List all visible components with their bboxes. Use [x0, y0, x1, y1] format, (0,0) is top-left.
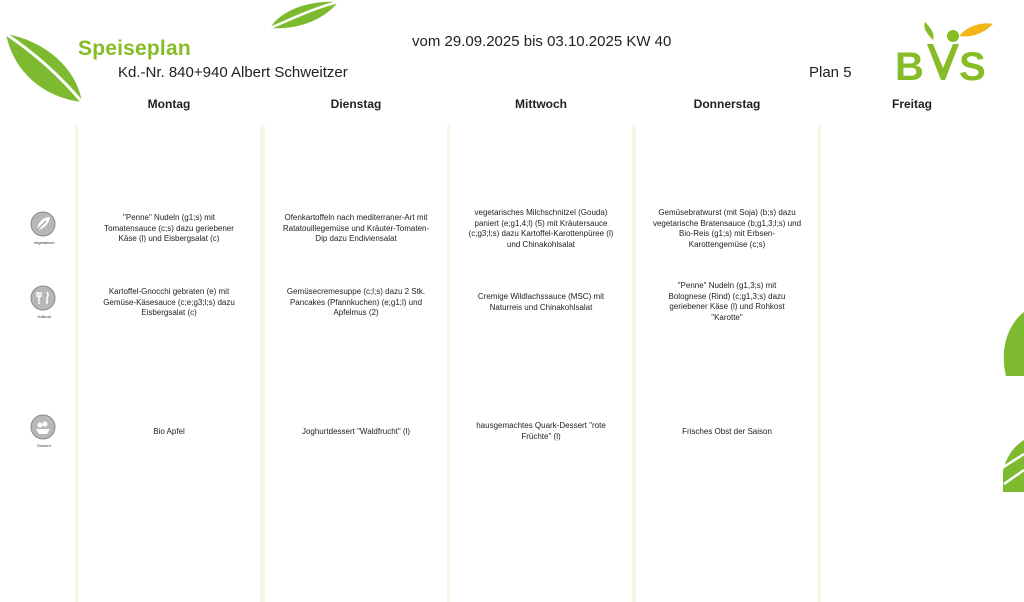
- meal-vegetarian-wednesday: vegetarisches Milchschnitzel (Gouda) paniert (e;g1,4;l) (5) mit Kräutersauce (c;g3;l;s) dazu Kartoffel-Karottenpüree (l) und Chinakohlsalat: [468, 208, 614, 249]
- bvs-logo: [893, 22, 997, 84]
- meal-full-diet-thursday: "Penne" Nudeln (g1,3;s) mit Bolognese (Rind) (c;g1,3;s) dazu geriebener Käse (l) und Rohkost "Karotte": [668, 281, 786, 322]
- day-header-friday: Freitag: [891, 97, 932, 111]
- leaf-decoration-top-icon: [268, 0, 340, 30]
- date-range: vom 29.09.2025 bis 03.10.2025 KW 40: [412, 33, 672, 50]
- day-header-wednesday: Mittwoch: [515, 97, 567, 111]
- day-header-monday: Montag: [147, 97, 191, 111]
- meal-vegetarian-thursday: Gemüsebratwurst (mit Soja) (b;s) dazu vegetarische Bratensauce (b;g1,3;l;s) und Bio-Reis (g1;s) mit Erbsen-Karottengemüse (c;s): [652, 208, 802, 249]
- column-wednesday: [450, 125, 632, 602]
- meal-dessert-tuesday: Joghurtdessert "Waldfrucht" (l): [301, 427, 411, 436]
- column-monday: [78, 125, 260, 602]
- leaf-decoration-top-left-icon: [2, 30, 84, 106]
- category-column: [18, 125, 75, 602]
- dessert-icon: [30, 414, 56, 440]
- category-label-full-diet: Vollkost: [37, 314, 51, 319]
- column-friday: [821, 125, 1003, 602]
- column-tuesday: [265, 125, 447, 602]
- meal-full-diet-tuesday: Gemüsecremesuppe (c;l;s) dazu 2 Stk. Pancakes (Pfannkuchen) (e;g1;l) und Apfelmus (2): [286, 287, 426, 317]
- column-thursday: [636, 125, 818, 602]
- meal-full-diet-wednesday: Cremige Wildlachssauce (MSC) mit Naturreis und Chinakohlsalat: [477, 292, 605, 312]
- meal-dessert-thursday: Frisches Obst der Saison: [682, 427, 772, 436]
- vegetarian-leaf-icon: [30, 211, 56, 237]
- svg-text:B: B: [895, 45, 924, 84]
- category-label-dessert: Dessert: [37, 443, 51, 448]
- page-title: Speiseplan: [78, 37, 191, 60]
- svg-text:S: S: [959, 45, 986, 84]
- day-header-thursday: Donnerstag: [693, 97, 761, 111]
- meal-vegetarian-tuesday: Ofenkartoffeln nach mediterraner-Art mit Ratatouillegemüse und Kräuter-Tomaten-Dip dazu Endiviensalat: [282, 213, 430, 243]
- meal-dessert-monday: Bio Apfel: [153, 427, 185, 436]
- day-header-tuesday: Dienstag: [330, 97, 382, 111]
- meal-dessert-wednesday: hausgemachtes Quark-Dessert "rote Früchte" (l): [476, 421, 606, 441]
- full-diet-icon: [30, 285, 56, 311]
- meal-full-diet-monday: Kartoffel-Gnocchi gebraten (e) mit Gemüse-Käsesauce (c;e;g3;l;s) dazu Eisbergsalat (c): [103, 287, 235, 317]
- customer-number: Kd.-Nr. 840+940 Albert Schweitzer: [118, 64, 348, 81]
- plan-number: Plan 5: [809, 64, 852, 81]
- meal-vegetarian-monday: "Penne" Nudeln (g1;s) mit Tomatensauce (c;s) dazu geriebener Käse (l) und Eisbergsalat (c): [104, 213, 234, 243]
- category-label-vegetarian: Vegetarisch: [33, 240, 55, 245]
